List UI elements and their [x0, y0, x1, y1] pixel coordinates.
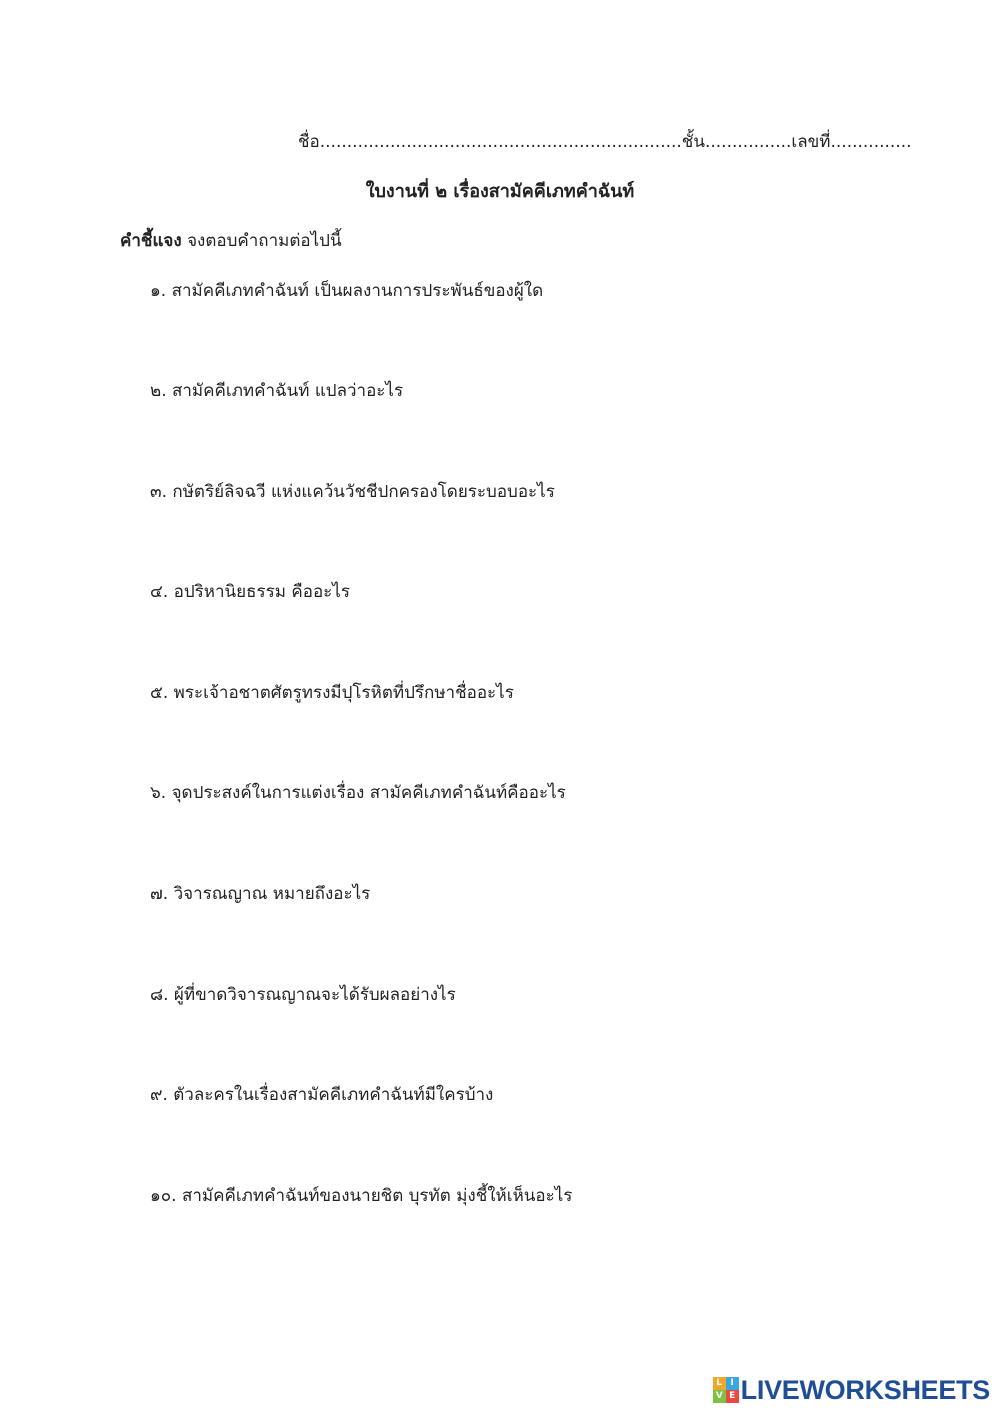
question-5: ๕. พระเจ้าอชาตศัตรูทรงมีปุโรหิตที่ปรึกษาชื่ออะไร [150, 683, 514, 703]
question-7: ๗. วิจารณญาณ หมายถึงอะไร [150, 884, 371, 904]
instruction-text: จงตอบคำถามต่อไปนี้ [181, 231, 342, 251]
question-3: ๓. กษัตริย์ลิจฉวี แห่งแคว้นวัชชีปกครองโดยระบอบอะไร [150, 482, 555, 502]
question-2: ๒. สามัคคีเภทคำฉันท์ แปลว่าอะไร [150, 381, 404, 401]
liveworksheets-wordmark: LIVEWORKSHEETS [740, 1374, 990, 1405]
question-6: ๖. จุดประสงค์ในการแต่งเรื่อง สามัคคีเภทคำฉันท์คืออะไร [150, 783, 566, 803]
instruction-line [120, 227, 342, 254]
student-info-line: ชื่อ...................................................................ชั้น................เลขที่............... [298, 132, 912, 152]
worksheet-title: ใบงานที่ ๒ เรื่องสามัคคีเภทคำฉันท์ [365, 181, 635, 202]
liveworksheets-brand [713, 1373, 990, 1407]
instruction-label: คำชี้แจง [120, 231, 182, 251]
question-9: ๙. ตัวละครในเรื่องสามัคคีเภทคำฉันท์มีใครบ้าง [150, 1085, 494, 1105]
liveworksheets-logo-icon: L I V E [713, 1377, 739, 1403]
question-8: ๘. ผู้ที่ขาดวิจารณญาณจะได้รับผลอย่างไร [150, 985, 456, 1005]
question-10: ๑๐. สามัคคีเภทคำฉันท์ของนายชิต บุรทัต มุ่งชี้ให้เห็นอะไร [150, 1186, 573, 1206]
question-1: ๑. สามัคคีเภทคำฉันท์ เป็นผลงานการประพันธ์ของผู้ใด [150, 281, 544, 301]
question-4: ๔. อปริหานิยธรรม คืออะไร [150, 582, 350, 602]
